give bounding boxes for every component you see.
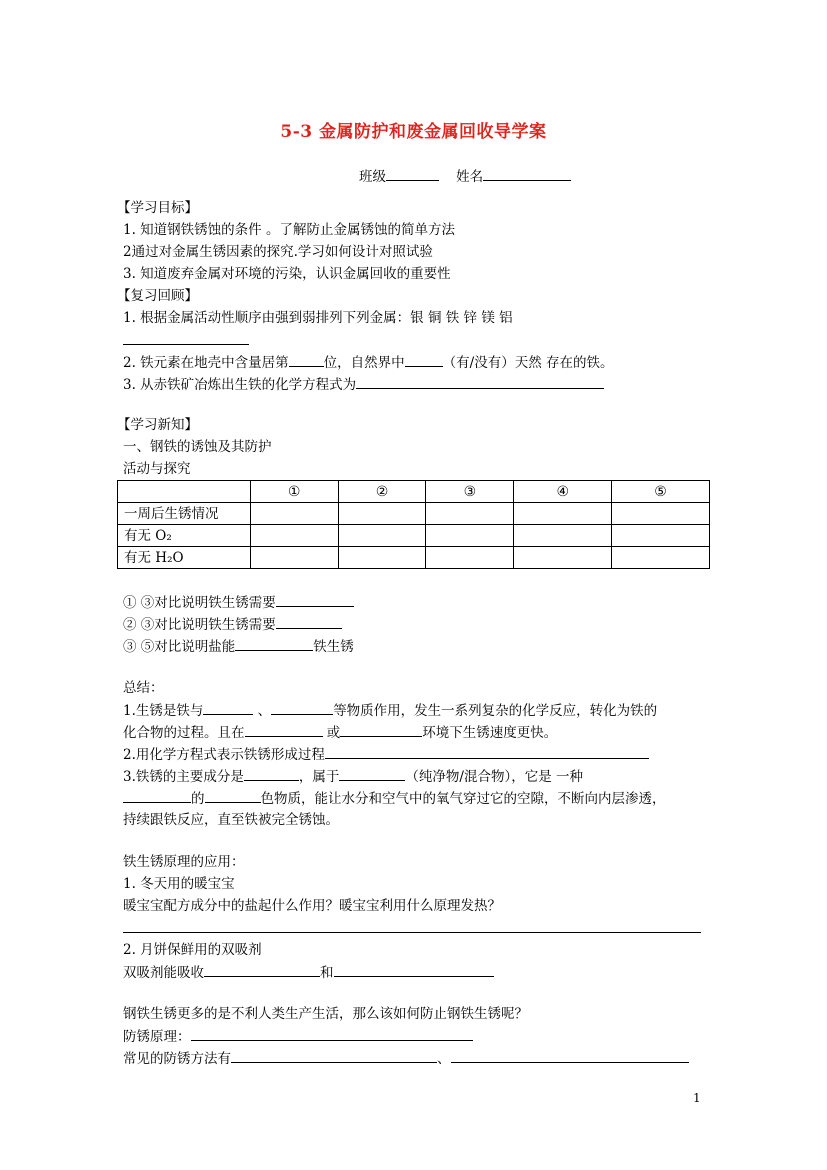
table-row-label: 一周后生锈情况	[118, 503, 251, 525]
summary-3-blank-3[interactable]	[123, 788, 191, 803]
investigation-table	[117, 480, 710, 569]
name-blank[interactable]	[483, 166, 571, 181]
prevention-methods-label: 常见的防锈方法有	[123, 1051, 231, 1067]
summary-1-text-e: 或	[322, 725, 341, 741]
table-header-cell: ①	[250, 481, 338, 503]
table-cell[interactable]	[612, 503, 710, 525]
table-row-label: 有无 O₂	[118, 525, 251, 547]
summary-3-text-a: 3.铁锈的主要成分是	[123, 769, 244, 785]
summary-1-text-f: 环境下生锈速度更快。	[422, 725, 558, 741]
class-name-line	[359, 166, 571, 187]
application-1-answer-line	[123, 918, 701, 939]
prevention-principle	[123, 1026, 473, 1047]
goal-1-text-a: 1. 知道钢铁锈蚀的条件	[123, 222, 266, 238]
comparison-2-blank[interactable]	[276, 614, 342, 629]
class-blank[interactable]	[386, 166, 439, 181]
review-1: 1. 根据金属活动性顺序由强到弱排列下列金属：银 铜 铁 锌 镁 铝	[123, 310, 513, 326]
application-2-blank-1[interactable]	[204, 962, 320, 977]
summary-3-line-1	[123, 766, 583, 787]
table-row	[118, 525, 710, 547]
table-cell[interactable]	[612, 525, 710, 547]
summary-1-blank-2[interactable]	[271, 700, 333, 715]
table-header-cell: ②	[338, 481, 426, 503]
comparison-3-text-b: 铁生锈	[313, 639, 354, 655]
review-2-blank-1[interactable]	[289, 352, 324, 367]
application-1-blank[interactable]	[123, 918, 701, 933]
part-1-heading: 一、钢铁的诱蚀及其防护	[123, 439, 272, 455]
application-1: 1. 冬天用的暖宝宝	[123, 876, 235, 892]
table-cell[interactable]	[250, 525, 338, 547]
class-label: 班级	[359, 169, 386, 185]
table-cell[interactable]	[338, 525, 426, 547]
summary-1-text-b: 、	[253, 703, 272, 719]
goal-3: 3. 知道废弃金属对环境的污染，认识金属回收的重要性	[123, 266, 451, 282]
comparison-3	[123, 636, 354, 657]
name-label: 姓名	[456, 169, 484, 185]
prevention-methods-blank-2[interactable]	[451, 1048, 689, 1063]
prevention-methods	[123, 1048, 689, 1069]
table-header-cell	[118, 481, 251, 503]
application-2-blank-2[interactable]	[334, 962, 494, 977]
table-cell[interactable]	[338, 503, 426, 525]
table-row	[118, 547, 710, 569]
table-cell[interactable]	[338, 547, 426, 569]
activity-heading: 活动与探究	[123, 461, 191, 477]
table-header-cell: ③	[426, 481, 514, 503]
summary-heading: 总结：	[123, 680, 164, 696]
review-3	[123, 374, 604, 395]
goal-1	[123, 220, 455, 240]
table-cell[interactable]	[514, 503, 612, 525]
review-2	[123, 352, 614, 373]
summary-2-text: 2.用化学方程式表示铁锈形成过程	[123, 747, 325, 763]
table-header-cell: ⑤	[612, 481, 710, 503]
summary-2	[123, 744, 649, 765]
review-2-text-a: 2. 铁元素在地壳中含量居第	[123, 355, 289, 371]
summary-1-line-1	[123, 700, 657, 721]
summary-3-text-c: （纯净物/混合物），它是 一种	[405, 769, 583, 785]
section-new-heading: 【学习新知】	[117, 417, 198, 433]
table-cell[interactable]	[250, 547, 338, 569]
summary-2-blank[interactable]	[325, 744, 649, 759]
table-cell[interactable]	[514, 525, 612, 547]
comparison-2-text: ② ③对比说明铁生锈需要	[123, 617, 276, 633]
summary-3-text-e: 色物质，能让水分和空气中的氧气穿过它的空隙，不断向内层渗透，	[260, 791, 666, 807]
review-3-text: 3. 从赤铁矿冶炼出生铁的化学方程式为	[123, 377, 357, 393]
summary-1-blank-3[interactable]	[245, 722, 323, 737]
comparison-3-blank[interactable]	[235, 636, 313, 651]
comparison-3-text-a: ③ ⑤对比说明盐能	[123, 639, 236, 655]
summary-1-text-c: 等物质作用，发生一系列复杂的化学反应，转化为铁的	[333, 703, 658, 719]
summary-3-blank-1[interactable]	[244, 766, 299, 781]
review-1-answer-line	[123, 330, 249, 351]
table-row	[118, 503, 710, 525]
summary-3-text-d: 的	[191, 791, 205, 807]
prevention-principle-label: 防锈原理：	[123, 1029, 191, 1045]
summary-1-blank-1[interactable]	[203, 700, 253, 715]
summary-3-line-3: 持续跟铁反应，直至铁被完全锈蚀。	[123, 812, 339, 828]
review-2-text-b: 位，自然界中	[323, 355, 405, 371]
summary-3-text-b: ，属于	[298, 769, 340, 785]
table-cell[interactable]	[514, 547, 612, 569]
goal-1-text-b: 。了解防止金属锈蚀的简单方法	[265, 222, 455, 238]
application-heading: 铁生锈原理的应用：	[123, 854, 245, 870]
prevention-principle-blank[interactable]	[191, 1026, 473, 1041]
summary-3-blank-4[interactable]	[205, 788, 261, 803]
page-number: 1	[693, 1091, 701, 1105]
review-2-blank-2[interactable]	[405, 352, 443, 367]
table-cell[interactable]	[426, 525, 514, 547]
application-2-text-b: 和	[320, 965, 334, 981]
comparison-1	[123, 592, 354, 613]
table-cell[interactable]	[612, 547, 710, 569]
prevention-question: 钢铁生锈更多的是不利人类生产生活，那么该如何防止钢铁生锈呢？	[123, 1006, 528, 1022]
document-title: 5-3 金属防护和废金属回收导学案	[280, 122, 547, 142]
summary-1-text-a: 1.生锈是铁与	[123, 703, 204, 719]
table-cell[interactable]	[426, 503, 514, 525]
application-2-text-a: 双吸剂能吸收	[123, 965, 204, 981]
summary-1-line-2	[123, 722, 557, 743]
comparison-1-blank[interactable]	[276, 592, 354, 607]
table-cell[interactable]	[426, 547, 514, 569]
prevention-methods-blank-1[interactable]	[231, 1048, 437, 1063]
summary-1-text-d: 化合物的过程。且在	[123, 725, 245, 741]
section-review-heading: 【复习回顾】	[117, 288, 198, 304]
prevention-methods-separator: 、	[437, 1051, 451, 1067]
goal-2: 2通过对金属生锈因素的探究.学习如何设计对照试验	[123, 244, 433, 260]
table-header-cell: ④	[514, 481, 612, 503]
application-1-question: 暖宝宝配方成分中的盐起什么作用？暖宝宝利用什么原理发热？	[123, 898, 501, 914]
application-2-question	[123, 962, 494, 983]
section-goals-heading: 【学习目标】	[117, 200, 198, 216]
review-3-blank[interactable]	[356, 374, 604, 389]
table-cell[interactable]	[250, 503, 338, 525]
comparison-1-text: ① ③对比说明铁生锈需要	[123, 595, 276, 611]
comparison-2	[123, 614, 342, 635]
table-header-row	[118, 481, 710, 503]
table-row-label: 有无 H₂O	[118, 547, 251, 569]
summary-3-line-2	[123, 788, 666, 809]
review-2-text-c: （有/没有）天然 存在的铁。	[442, 355, 614, 371]
summary-3-blank-2[interactable]	[339, 766, 405, 781]
summary-1-blank-4[interactable]	[340, 722, 422, 737]
review-1-blank[interactable]	[123, 330, 249, 345]
application-2: 2. 月饼保鲜用的双吸剂	[123, 942, 262, 958]
